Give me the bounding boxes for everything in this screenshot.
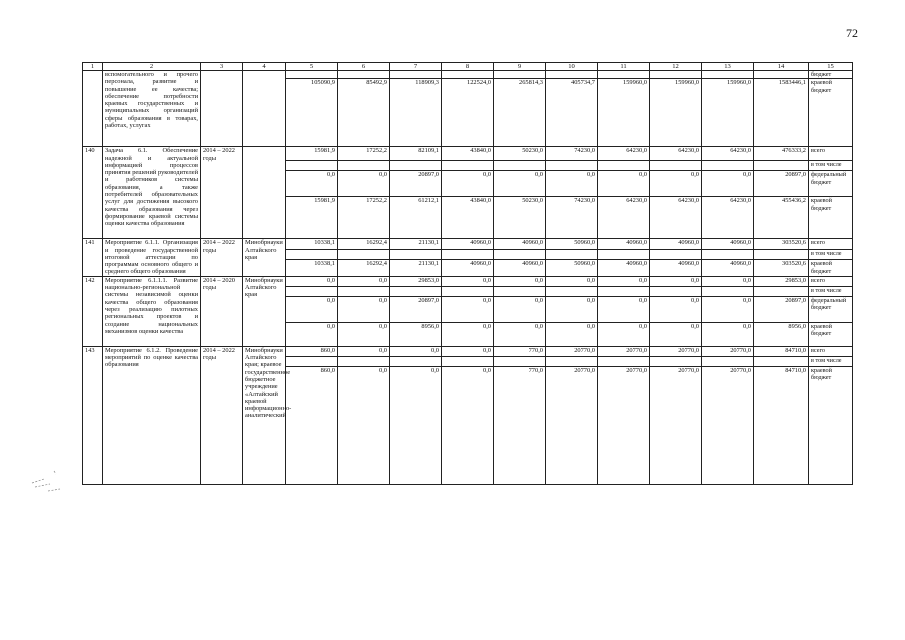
value-cell bbox=[702, 71, 754, 79]
value-cell: 0,0 bbox=[442, 346, 494, 356]
value-cell: 20770,0 bbox=[546, 346, 598, 356]
header-cell: 7 bbox=[390, 63, 442, 71]
header-cell: 9 bbox=[494, 63, 546, 71]
pencil-mark bbox=[30, 465, 70, 495]
funding-source-cell: всего bbox=[809, 239, 853, 250]
value-cell bbox=[442, 249, 494, 260]
value-cell: 40960,0 bbox=[702, 260, 754, 276]
header-cell: 8 bbox=[442, 63, 494, 71]
funding-source-cell: всего bbox=[809, 147, 853, 161]
row-name-cell: вспомогательного и прочего персонала, развитие и повышение ее качества; обеспечение потребности краевых государственных и муниципальных организаций сферы образования в товарах, работах, услугах bbox=[103, 71, 201, 147]
value-cell bbox=[598, 356, 650, 366]
value-cell: 159960,0 bbox=[650, 79, 702, 147]
value-cell bbox=[338, 286, 390, 296]
value-cell: 0,0 bbox=[338, 346, 390, 356]
value-cell bbox=[702, 286, 754, 296]
value-cell: 21130,1 bbox=[390, 239, 442, 250]
value-cell: 64230,0 bbox=[650, 197, 702, 239]
value-cell: 40960,0 bbox=[494, 239, 546, 250]
value-cell: 0,0 bbox=[702, 171, 754, 197]
header-cell: 12 bbox=[650, 63, 702, 71]
value-cell: 0,0 bbox=[286, 322, 338, 346]
funding-source-cell: федеральный бюджет bbox=[809, 171, 853, 197]
value-cell: 0,0 bbox=[338, 366, 390, 484]
value-cell: 0,0 bbox=[494, 171, 546, 197]
funding-source-cell: краевой бюджет bbox=[809, 79, 853, 147]
value-cell: 770,0 bbox=[494, 346, 546, 356]
value-cell: 40960,0 bbox=[598, 260, 650, 276]
value-cell bbox=[286, 356, 338, 366]
value-cell bbox=[494, 249, 546, 260]
header-cell: 1 bbox=[83, 63, 103, 71]
table-row bbox=[83, 276, 853, 286]
value-cell: 43840,0 bbox=[442, 147, 494, 161]
value-cell: 0,0 bbox=[494, 296, 546, 322]
value-cell: 20770,0 bbox=[650, 366, 702, 484]
value-cell: 40960,0 bbox=[442, 260, 494, 276]
table-row bbox=[83, 346, 853, 356]
value-cell: 860,0 bbox=[286, 346, 338, 356]
value-cell bbox=[494, 161, 546, 171]
value-cell: 84710,0 bbox=[754, 366, 809, 484]
value-cell: 82109,1 bbox=[390, 147, 442, 161]
funding-source-cell: в том числе bbox=[809, 161, 853, 171]
row-period-cell: 2014 – 2022 годы bbox=[201, 346, 243, 484]
value-cell: 29853,0 bbox=[754, 276, 809, 286]
header-cell: 6 bbox=[338, 63, 390, 71]
value-cell bbox=[286, 71, 338, 79]
value-cell: 40960,0 bbox=[702, 239, 754, 250]
row-executor-cell: Минобрнауки Алтайского края bbox=[243, 239, 286, 276]
row-executor-cell: Минобрнауки Алтайского края; краевое государственное бюджетное учреждение «Алтайский краевой информационно-аналитический bbox=[243, 346, 286, 484]
funding-source-cell: в том числе bbox=[809, 356, 853, 366]
value-cell: 40960,0 bbox=[442, 239, 494, 250]
row-number-cell: 141 bbox=[83, 239, 103, 276]
value-cell bbox=[390, 161, 442, 171]
value-cell bbox=[702, 161, 754, 171]
value-cell: 21130,1 bbox=[390, 260, 442, 276]
value-cell: 20770,0 bbox=[702, 346, 754, 356]
row-number-cell: 140 bbox=[83, 147, 103, 239]
value-cell: 17252,2 bbox=[338, 197, 390, 239]
value-cell bbox=[494, 356, 546, 366]
header-cell: 10 bbox=[546, 63, 598, 71]
value-cell: 50230,0 bbox=[494, 197, 546, 239]
header-row bbox=[83, 63, 853, 71]
value-cell bbox=[390, 286, 442, 296]
value-cell: 16292,4 bbox=[338, 260, 390, 276]
value-cell: 118909,3 bbox=[390, 79, 442, 147]
funding-source-cell: всего bbox=[809, 276, 853, 286]
value-cell: 50960,0 bbox=[546, 239, 598, 250]
table-row bbox=[83, 239, 853, 250]
value-cell: 770,0 bbox=[494, 366, 546, 484]
value-cell: 0,0 bbox=[442, 276, 494, 286]
value-cell: 61212,1 bbox=[390, 197, 442, 239]
value-cell bbox=[442, 71, 494, 79]
table-row bbox=[83, 147, 853, 161]
value-cell bbox=[286, 161, 338, 171]
value-cell: 43840,0 bbox=[442, 197, 494, 239]
value-cell: 0,0 bbox=[650, 322, 702, 346]
table-row bbox=[83, 71, 853, 79]
page-number: 72 bbox=[846, 26, 858, 40]
value-cell bbox=[546, 71, 598, 79]
value-cell: 20770,0 bbox=[546, 366, 598, 484]
value-cell: 1583446,1 bbox=[754, 79, 809, 147]
value-cell: 10338,1 bbox=[286, 260, 338, 276]
value-cell bbox=[754, 356, 809, 366]
funding-source-cell: в том числе bbox=[809, 286, 853, 296]
value-cell: 265814,3 bbox=[494, 79, 546, 147]
value-cell: 20770,0 bbox=[650, 346, 702, 356]
row-period-cell: 2014 – 2022 годы bbox=[201, 239, 243, 276]
funding-source-cell: краевой бюджет bbox=[809, 366, 853, 484]
value-cell bbox=[546, 161, 598, 171]
value-cell: 476333,2 bbox=[754, 147, 809, 161]
row-executor-cell bbox=[243, 71, 286, 147]
value-cell bbox=[442, 356, 494, 366]
value-cell bbox=[338, 71, 390, 79]
row-executor-cell: Минобрнауки Алтайского края bbox=[243, 276, 286, 346]
row-period-cell bbox=[201, 71, 243, 147]
value-cell: 40960,0 bbox=[598, 239, 650, 250]
value-cell: 159960,0 bbox=[702, 79, 754, 147]
value-cell: 0,0 bbox=[442, 322, 494, 346]
value-cell bbox=[390, 356, 442, 366]
value-cell bbox=[546, 356, 598, 366]
value-cell bbox=[338, 249, 390, 260]
value-cell: 64230,0 bbox=[598, 147, 650, 161]
header-cell: 13 bbox=[702, 63, 754, 71]
value-cell: 50230,0 bbox=[494, 147, 546, 161]
value-cell: 0,0 bbox=[702, 296, 754, 322]
value-cell: 0,0 bbox=[338, 296, 390, 322]
value-cell: 0,0 bbox=[650, 296, 702, 322]
value-cell bbox=[494, 286, 546, 296]
value-cell: 0,0 bbox=[338, 322, 390, 346]
value-cell: 40960,0 bbox=[650, 260, 702, 276]
value-cell bbox=[442, 161, 494, 171]
value-cell bbox=[702, 249, 754, 260]
value-cell: 405734,7 bbox=[546, 79, 598, 147]
value-cell bbox=[754, 249, 809, 260]
value-cell: 0,0 bbox=[598, 276, 650, 286]
funding-source-cell: федеральный бюджет bbox=[809, 296, 853, 322]
value-cell bbox=[598, 249, 650, 260]
value-cell: 85492,9 bbox=[338, 79, 390, 147]
value-cell: 0,0 bbox=[546, 322, 598, 346]
value-cell: 64230,0 bbox=[598, 197, 650, 239]
value-cell bbox=[494, 71, 546, 79]
funding-source-cell: краевой бюджет bbox=[809, 260, 853, 276]
value-cell bbox=[598, 286, 650, 296]
value-cell: 74230,0 bbox=[546, 197, 598, 239]
value-cell: 0,0 bbox=[546, 171, 598, 197]
value-cell: 303520,6 bbox=[754, 239, 809, 250]
funding-source-cell: всего bbox=[809, 346, 853, 356]
value-cell bbox=[650, 356, 702, 366]
row-name-cell: Мероприятие 6.1.2. Проведение мероприятий по оценке качества образования bbox=[103, 346, 201, 484]
value-cell: 0,0 bbox=[442, 296, 494, 322]
value-cell bbox=[286, 286, 338, 296]
row-name-cell: Задача 6.1. Обеспечение надежной и актуальной информацией процессов принятия решений руководителей и работников системы образования, а также потребителей образовательных услуг для достижения высокого качества образования через формирование краевой системы оценки качества образования bbox=[103, 147, 201, 239]
funding-source-cell: бюджет bbox=[809, 71, 853, 79]
value-cell: 0,0 bbox=[286, 296, 338, 322]
row-executor-cell bbox=[243, 147, 286, 239]
value-cell bbox=[598, 71, 650, 79]
row-period-cell: 2014 – 2020 годы bbox=[201, 276, 243, 346]
value-cell: 40960,0 bbox=[494, 260, 546, 276]
funding-source-cell: краевой бюджет bbox=[809, 322, 853, 346]
value-cell: 8956,0 bbox=[754, 322, 809, 346]
value-cell: 64230,0 bbox=[702, 147, 754, 161]
value-cell: 0,0 bbox=[702, 322, 754, 346]
row-number-cell: 143 bbox=[83, 346, 103, 484]
value-cell: 0,0 bbox=[650, 276, 702, 286]
value-cell: 15981,9 bbox=[286, 197, 338, 239]
value-cell bbox=[442, 286, 494, 296]
value-cell: 64230,0 bbox=[702, 197, 754, 239]
header-cell: 11 bbox=[598, 63, 650, 71]
value-cell: 0,0 bbox=[546, 276, 598, 286]
value-cell bbox=[754, 161, 809, 171]
value-cell: 455436,2 bbox=[754, 197, 809, 239]
value-cell: 0,0 bbox=[338, 171, 390, 197]
row-period-cell: 2014 – 2022 годы bbox=[201, 147, 243, 239]
value-cell: 20770,0 bbox=[598, 346, 650, 356]
value-cell: 16292,4 bbox=[338, 239, 390, 250]
value-cell: 0,0 bbox=[598, 171, 650, 197]
funding-source-cell: краевой бюджет bbox=[809, 197, 853, 239]
table-body bbox=[83, 63, 853, 485]
value-cell: 122524,0 bbox=[442, 79, 494, 147]
value-cell: 0,0 bbox=[702, 276, 754, 286]
value-cell bbox=[390, 249, 442, 260]
value-cell: 74230,0 bbox=[546, 147, 598, 161]
value-cell: 17252,2 bbox=[338, 147, 390, 161]
value-cell: 0,0 bbox=[390, 366, 442, 484]
value-cell bbox=[754, 71, 809, 79]
value-cell: 20897,0 bbox=[390, 296, 442, 322]
value-cell: 20770,0 bbox=[598, 366, 650, 484]
header-cell: 5 bbox=[286, 63, 338, 71]
row-name-cell: Мероприятие 6.1.1.1. Развитие национально-региональной системы независимой оценки качества общего образования через реализацию пилотных региональных проектов и создание национальных механизмов оценки качества bbox=[103, 276, 201, 346]
value-cell: 29853,0 bbox=[390, 276, 442, 286]
value-cell: 0,0 bbox=[442, 366, 494, 484]
value-cell: 0,0 bbox=[338, 276, 390, 286]
value-cell: 303520,6 bbox=[754, 260, 809, 276]
value-cell: 20770,0 bbox=[702, 366, 754, 484]
value-cell: 105090,9 bbox=[286, 79, 338, 147]
value-cell bbox=[546, 286, 598, 296]
value-cell bbox=[650, 286, 702, 296]
value-cell: 20897,0 bbox=[390, 171, 442, 197]
value-cell bbox=[286, 249, 338, 260]
value-cell: 50960,0 bbox=[546, 260, 598, 276]
value-cell: 0,0 bbox=[494, 276, 546, 286]
value-cell bbox=[650, 249, 702, 260]
value-cell bbox=[390, 71, 442, 79]
value-cell: 15981,9 bbox=[286, 147, 338, 161]
funding-source-cell: в том числе bbox=[809, 249, 853, 260]
value-cell: 64230,0 bbox=[650, 147, 702, 161]
header-cell: 4 bbox=[243, 63, 286, 71]
header-cell: 2 bbox=[103, 63, 201, 71]
value-cell: 0,0 bbox=[390, 346, 442, 356]
value-cell bbox=[598, 161, 650, 171]
value-cell: 0,0 bbox=[442, 171, 494, 197]
value-cell bbox=[702, 356, 754, 366]
value-cell bbox=[650, 71, 702, 79]
value-cell: 8956,0 bbox=[390, 322, 442, 346]
header-cell: 15 bbox=[809, 63, 853, 71]
value-cell: 20897,0 bbox=[754, 171, 809, 197]
value-cell bbox=[546, 249, 598, 260]
row-number-cell bbox=[83, 71, 103, 147]
row-name-cell: Мероприятие 6.1.1. Организация и проведение государственной итоговой аттестации по программам основного общего и среднего общего образования bbox=[103, 239, 201, 276]
value-cell bbox=[650, 161, 702, 171]
value-cell: 0,0 bbox=[598, 322, 650, 346]
value-cell: 40960,0 bbox=[650, 239, 702, 250]
value-cell: 860,0 bbox=[286, 366, 338, 484]
value-cell: 10338,1 bbox=[286, 239, 338, 250]
value-cell: 0,0 bbox=[598, 296, 650, 322]
value-cell bbox=[338, 356, 390, 366]
value-cell: 0,0 bbox=[494, 322, 546, 346]
value-cell: 0,0 bbox=[286, 276, 338, 286]
header-cell: 14 bbox=[754, 63, 809, 71]
row-number-cell: 142 bbox=[83, 276, 103, 346]
value-cell: 159960,0 bbox=[598, 79, 650, 147]
value-cell: 0,0 bbox=[650, 171, 702, 197]
value-cell: 0,0 bbox=[546, 296, 598, 322]
value-cell: 20897,0 bbox=[754, 296, 809, 322]
value-cell bbox=[338, 161, 390, 171]
value-cell: 84710,0 bbox=[754, 346, 809, 356]
value-cell bbox=[754, 286, 809, 296]
header-cell: 3 bbox=[201, 63, 243, 71]
budget-table bbox=[82, 62, 853, 485]
value-cell: 0,0 bbox=[286, 171, 338, 197]
